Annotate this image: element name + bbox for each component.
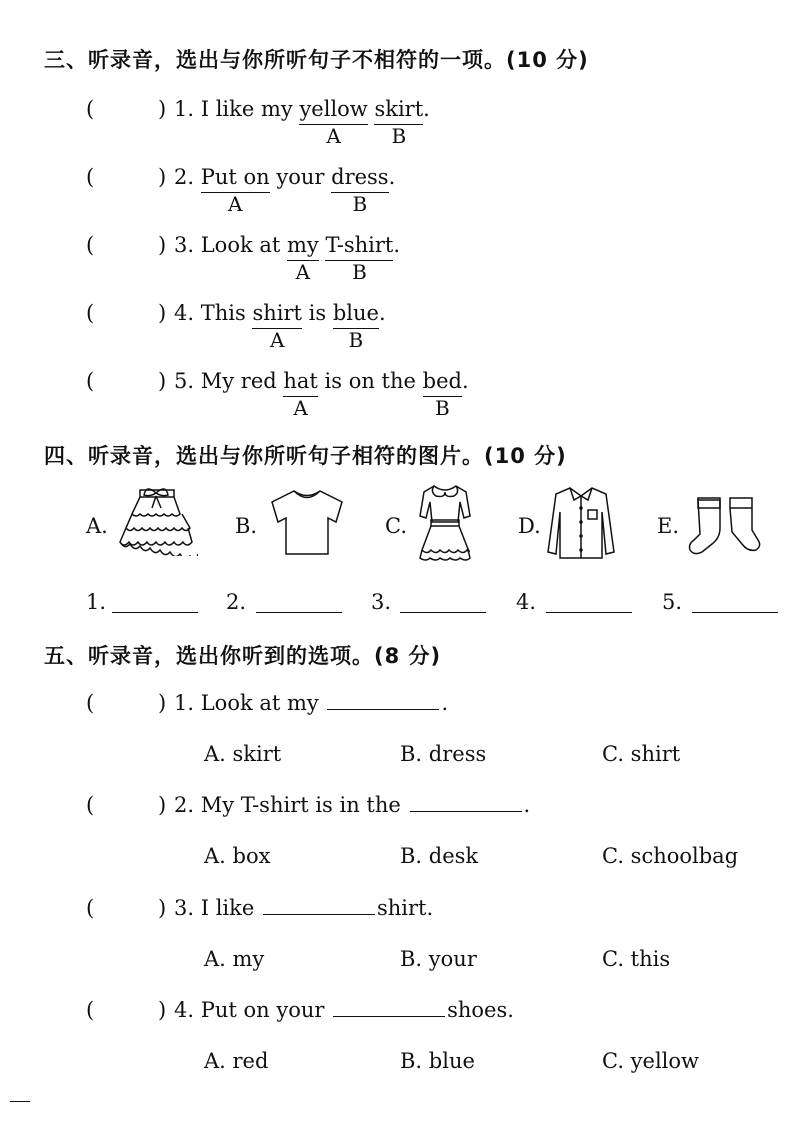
choice-b: B. dress [400,742,487,766]
shirt-icon [544,482,618,562]
question-number: 2. [174,165,195,189]
choice-c: C. schoolbag [602,844,739,868]
question-number: 1. [174,691,195,715]
fill-blank[interactable] [263,913,375,915]
choice-b: B. blue [400,1049,475,1073]
answer-paren-open: ( [86,998,95,1022]
sentence-middle: your [276,165,325,189]
choice-b: B. desk [400,844,479,868]
underlined-option-a: Put on A [200,165,270,216]
question-number: 2. [174,793,195,817]
answer-paren-open: ( [86,691,95,715]
answer-paren-open: ( [86,97,95,121]
underlined-option-b: dress B [331,165,389,216]
answer-paren-close: ) [158,691,167,715]
answer-paren-open: ( [86,896,95,920]
sentence-middle: is on the [324,369,416,393]
underlined-option-b: bed B [422,369,462,420]
sentence-end: shoes. [447,998,514,1022]
fill-blank[interactable] [410,810,522,812]
sentence-end: . [523,793,531,817]
question-number: 4. [174,301,195,325]
choice-c: C. shirt [602,742,681,766]
answer-paren-close: ) [158,896,167,920]
answer-blank-1[interactable] [112,612,198,613]
underlined-option-b: blue B [332,301,379,352]
option-letter-b: B [352,260,367,284]
question-number: 3. [174,896,195,920]
fill-blank[interactable] [333,1015,445,1017]
option-letter-a: A [326,124,341,148]
answer-paren-close: ) [158,369,167,393]
answer-paren-open: ( [86,165,95,189]
answer-paren-open: ( [86,301,95,325]
option-letter-a: A [269,328,285,352]
socks-icon [686,494,766,556]
blank-number-4: 4. [516,590,537,614]
blank-number-3: 3. [371,590,392,614]
answer-paren-open: ( [86,369,95,393]
picture-label-e: E. [657,514,680,538]
sentence-end: shirt. [376,896,434,920]
picture-label-b: B. [235,514,258,538]
sentence-end: . [393,233,401,257]
sentence-end: . [423,97,430,121]
tshirt-icon [266,488,348,558]
option-letter-b: B [348,328,364,352]
answer-paren-open: ( [86,793,95,817]
sentence-end: . [388,165,396,189]
sentence-start: This [200,301,246,325]
sentence-start: I like my [200,97,293,121]
answer-paren-open: ( [86,233,95,257]
answer-paren-close: ) [158,793,167,817]
sentence-start: Put on your [200,998,325,1022]
sentence-middle: is [308,301,327,325]
option-letter-b: B [434,396,450,420]
question-number: 4. [174,998,195,1022]
answer-blank-3[interactable] [400,612,486,613]
picture-label-d: D. [518,514,541,538]
option-letter-a: A [227,192,243,216]
picture-label-a: A. [86,514,108,538]
skirt-icon [116,486,198,556]
option-letter-b: B [352,192,368,216]
option-letter-a: A [295,260,311,284]
sentence-start: Look at my [200,691,319,715]
answer-paren-close: ) [158,301,167,325]
choice-b: B. your [400,947,477,971]
answer-paren-close: ) [158,165,167,189]
sentence-end: . [461,369,469,393]
dress-icon [412,482,478,562]
sentence-start: My T-shirt is in the [200,793,401,817]
choice-a: A. my [204,947,265,971]
question-number: 1. [174,97,195,121]
blank-number-5: 5. [662,590,683,614]
choice-a: A. skirt [204,742,282,766]
section-5-heading: 五、听录音，选出你听到的选项。(8 分) [44,644,442,668]
page-edge-mark [10,1101,30,1102]
choice-c: C. this [602,947,671,971]
question-number: 5. [174,369,195,393]
choice-a: A. red [204,1049,269,1073]
section-3-heading: 三、听录音，选出与你所听句子不相符的一项。(10 分) [44,48,589,72]
underlined-option-a: shirt A [252,301,302,352]
answer-blank-5[interactable] [692,612,778,613]
underlined-option-a: yellow A [299,97,368,148]
fill-blank[interactable] [327,708,439,710]
choice-a: A. box [204,844,271,868]
sentence-start: I like [200,896,255,920]
blank-number-1: 1. [86,590,107,614]
answer-paren-close: ) [158,998,167,1022]
question-number: 3. [174,233,195,257]
option-letter-b: B [391,124,407,148]
blank-number-2: 2. [226,590,247,614]
answer-paren-close: ) [158,97,167,121]
sentence-start: My red [200,369,277,393]
picture-label-c: C. [385,514,407,538]
answer-blank-4[interactable] [546,612,632,613]
choice-c: C. yellow [602,1049,700,1073]
sentence-start: Look at [200,233,281,257]
answer-paren-close: ) [158,233,167,257]
section-4-heading: 四、听录音，选出与你所听句子相符的图片。(10 分) [44,444,567,468]
option-letter-a: A [293,396,308,420]
underlined-option-a: $\frac{my}{A}$ [287,233,319,284]
sentence-end: . [441,691,449,715]
sentence-end: . [378,301,386,325]
answer-blank-2[interactable] [256,612,342,613]
underlined-option-b: skirt B [374,97,424,148]
underlined-option-a: hat A [283,369,318,420]
underlined-option-b: T-shirt B [325,233,394,284]
